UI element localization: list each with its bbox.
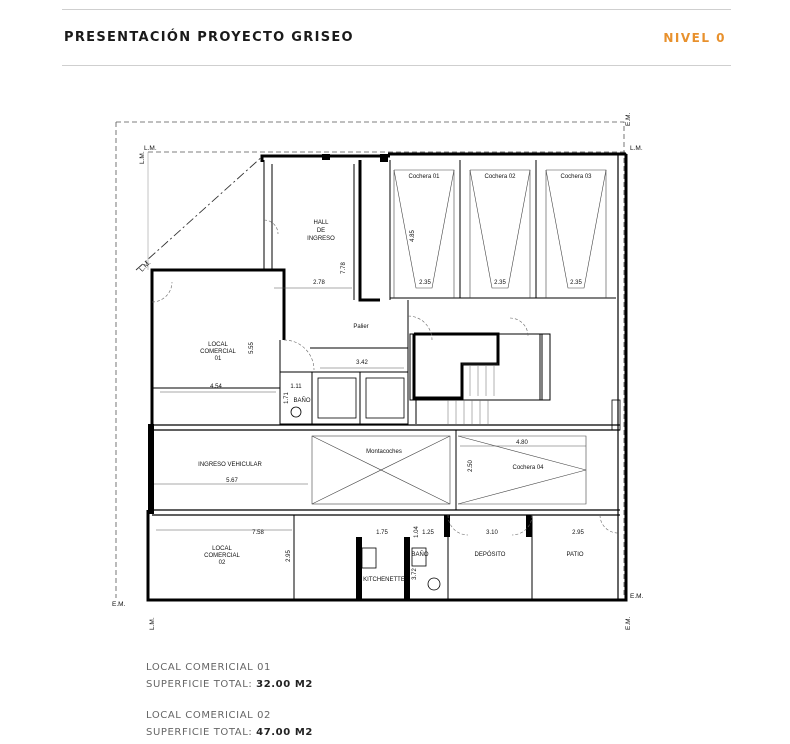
dim-label: 2.95 [286, 550, 292, 562]
montacoches-label: Montacoches [366, 449, 402, 455]
em-label: E.M. [630, 593, 644, 600]
cochera-04-label: Cochera 04 [512, 465, 544, 471]
dim-label: 7.58 [252, 530, 264, 536]
dim-label: 2.35 [570, 280, 582, 286]
bano-label: BAÑO [293, 398, 311, 404]
dim-label: 2.50 [468, 460, 474, 472]
lm-label: L.M. [139, 151, 146, 164]
local-02-label: 02 [218, 560, 226, 566]
local-01-label: 01 [214, 356, 222, 362]
cochera-02-label: Cochera 02 [484, 174, 516, 180]
lm-label: L.M. [138, 259, 153, 274]
dim-label: 5.55 [249, 342, 255, 354]
dim-label: 2.35 [419, 280, 431, 286]
palier-label: Palier [353, 324, 369, 330]
surface-value: 32.00 M2 [256, 679, 313, 690]
dim-label: 2.35 [494, 280, 506, 286]
hall-label: INGRESO [307, 236, 335, 242]
bano-label: BAÑO [411, 552, 429, 558]
lm-label: L.M. [630, 145, 643, 152]
dim-label: 7.78 [341, 262, 347, 274]
ingreso-vehicular-label: INGRESO VEHICULAR [198, 462, 262, 468]
local-02-label: LOCAL [212, 546, 232, 552]
em-label: E.M. [625, 616, 632, 630]
hall-label: HALL [313, 220, 329, 226]
surface-label: SUPERFICIE TOTAL: [146, 727, 253, 738]
deposito-label: DEPÓSITO [474, 552, 506, 558]
dim-label: 3.72 [412, 568, 418, 580]
dim-label: 1.04 [414, 526, 420, 538]
surface-value: 47.00 M2 [256, 727, 313, 738]
lm-label: L.M. [144, 145, 157, 152]
local-01-label: COMERCIAL [200, 349, 236, 355]
dim-label: 5.67 [226, 478, 238, 484]
cochera-01-label: Cochera 01 [408, 174, 440, 180]
kitchenette-label: KITCHENETTE [363, 577, 405, 583]
dim-label: 1.71 [284, 392, 290, 404]
page-title: PRESENTACIÓN PROYECTO GRISEO [64, 30, 354, 45]
local-02-label: COMERCIAL [204, 553, 240, 559]
unit-2-surface [146, 727, 313, 738]
dim-label: 3.10 [486, 530, 498, 536]
dim-label: 4.80 [516, 440, 528, 446]
unit-1-name: LOCAL COMERICIAL 01 [146, 662, 272, 673]
dim-label: 1.11 [290, 384, 302, 390]
surface-label: SUPERFICIE TOTAL: [146, 679, 253, 690]
dim-label: 1.25 [422, 530, 434, 536]
dim-label: 4.85 [410, 230, 416, 242]
level-label: NIVEL 0 [663, 31, 726, 45]
unit-2-name: LOCAL COMERICIAL 02 [146, 710, 272, 721]
dim-label: 4.54 [210, 384, 222, 390]
patio-label: PATIO [566, 552, 584, 558]
cochera-03-label: Cochera 03 [560, 174, 592, 180]
unit-1-surface [146, 679, 313, 690]
local-01-label: LOCAL [208, 342, 228, 348]
dim-label: 3.42 [356, 360, 368, 366]
em-label: E.M. [625, 112, 632, 126]
em-label: E.M. [112, 601, 126, 608]
dim-label: 2.78 [313, 280, 325, 286]
dim-label: 1.75 [376, 530, 388, 536]
hall-label: DE [316, 228, 326, 234]
lm-label: L.M. [149, 617, 156, 630]
dim-label: 2.95 [572, 530, 584, 536]
